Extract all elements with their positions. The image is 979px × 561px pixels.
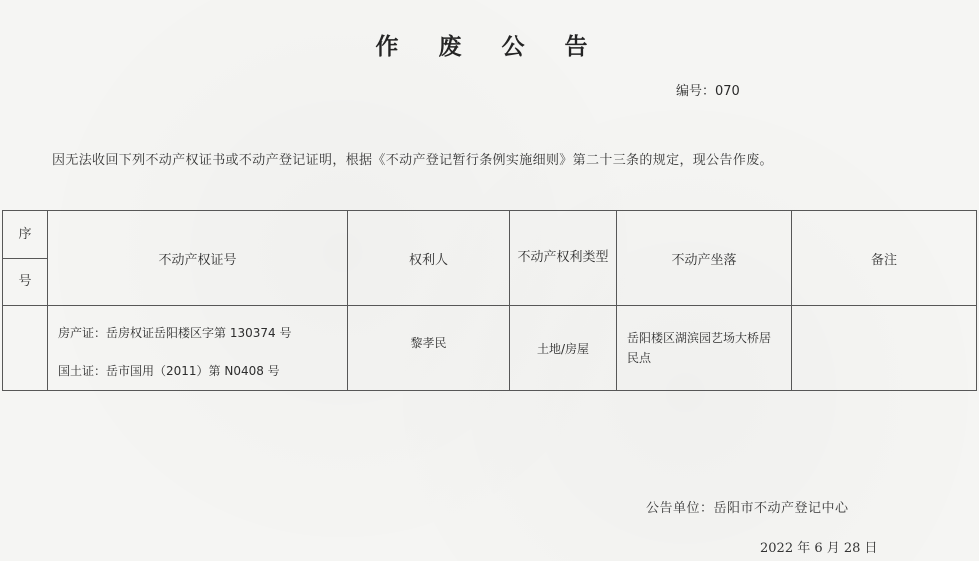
- row-cert-land: 国土证：岳市国用（2011）第 N0408 号: [58, 364, 280, 378]
- header-right-type: [510, 211, 617, 306]
- header-right-type-label: 不动产权利类型: [517, 250, 609, 265]
- notice-table: [2, 210, 977, 391]
- table-header-row-top: [3, 211, 977, 259]
- intro-paragraph: 因无法收回下列不动产权证书或不动产登记证明，根据《不动产登记暂行条例实施细则》第二十三条的规定，现公告作废。: [52, 153, 773, 168]
- header-seq-top: [3, 211, 48, 259]
- row-cert-no: [48, 306, 348, 391]
- header-owner: 权利人: [348, 211, 510, 306]
- issue-date: 2022 年 6 月 28 日: [760, 541, 878, 556]
- header-remark: 备注: [792, 211, 977, 306]
- row-cert-house: 房产证：岳房权证岳阳楼区字第 130374 号: [58, 326, 292, 340]
- document-number: 编号：070: [676, 84, 740, 99]
- header-seq-bottom-label: 号: [18, 274, 32, 289]
- row-right-type: 土地/房屋: [510, 306, 617, 391]
- header-seq-bottom: [3, 259, 48, 306]
- row-owner: 黎孝民: [410, 335, 447, 350]
- table-row: [3, 306, 977, 391]
- document-title: 作 废 公 告: [375, 34, 604, 60]
- row-seq: [3, 306, 48, 391]
- header-cert-no: 不动产权证号: [48, 211, 348, 306]
- row-owner-cell: [348, 306, 510, 391]
- row-remark: [792, 306, 977, 391]
- row-location: 岳阳楼区湖滨园艺场大桥居民点: [617, 306, 792, 391]
- header-seq-top-label: 序: [18, 226, 32, 242]
- header-location: 不动产坐落: [617, 211, 792, 306]
- issuing-unit: 公告单位：岳阳市不动产登记中心: [646, 501, 849, 516]
